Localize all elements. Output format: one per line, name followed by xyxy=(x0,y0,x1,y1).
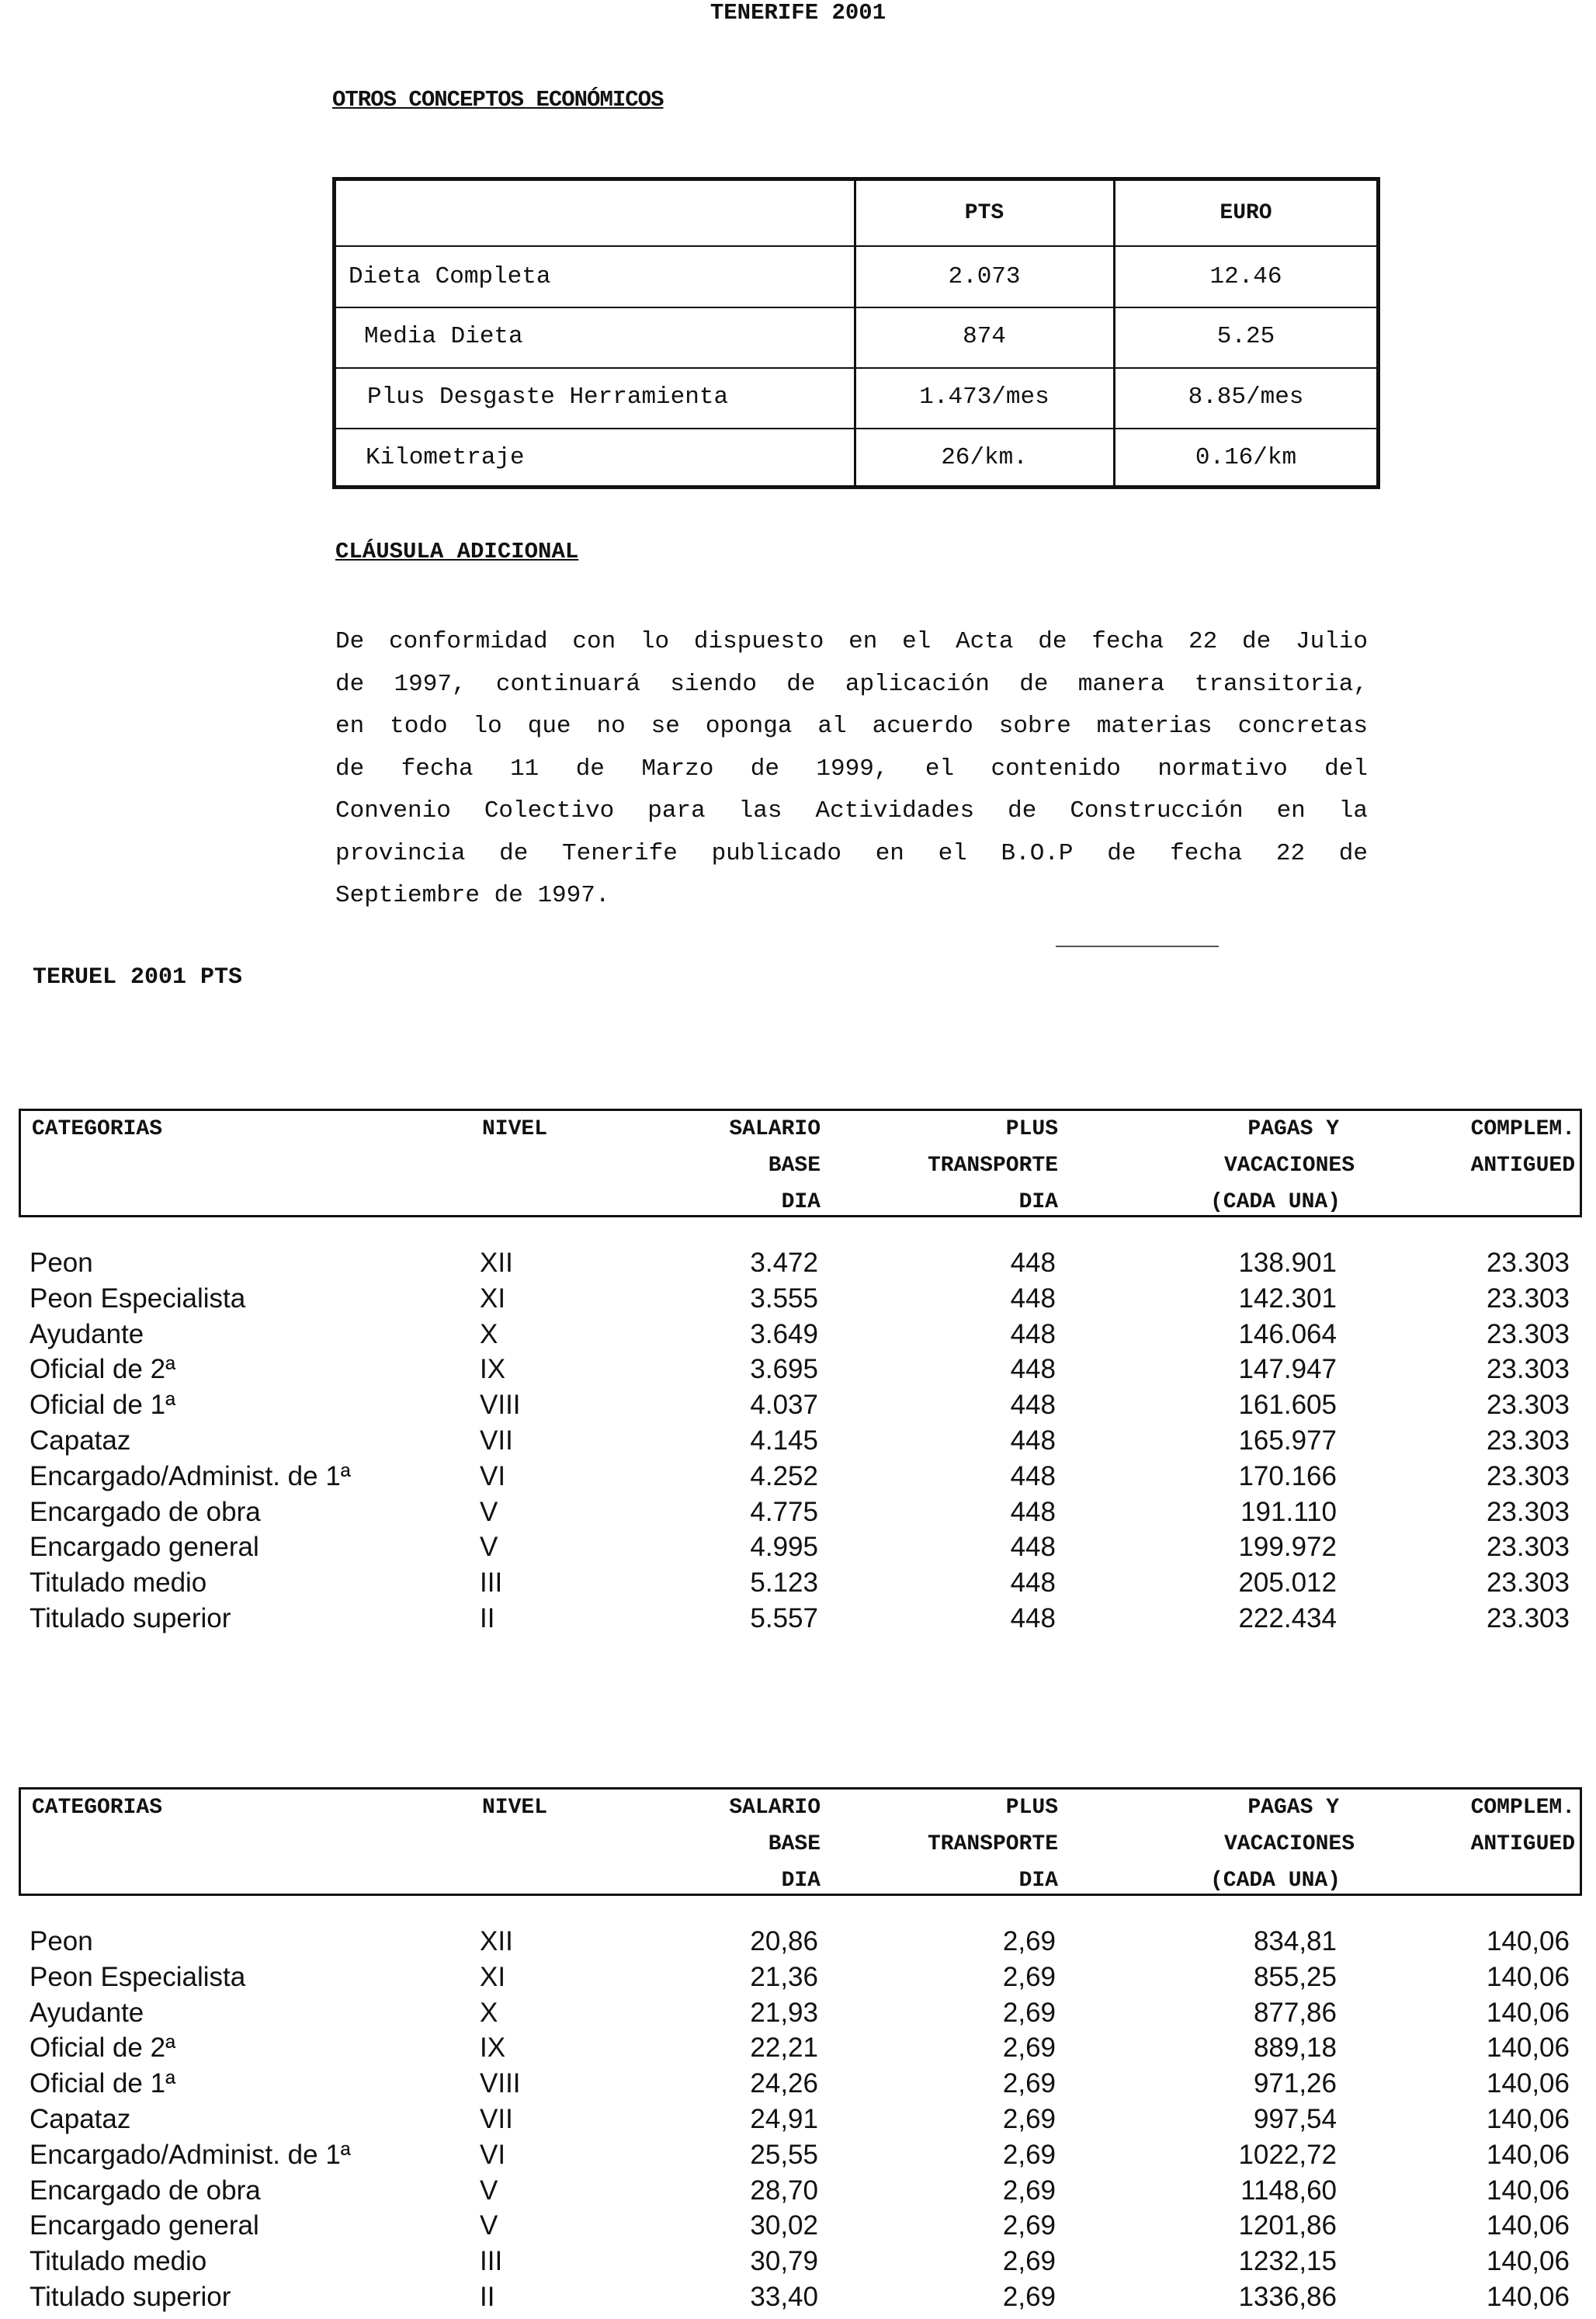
row-plus: 2,69 xyxy=(1002,1997,1056,2028)
table-row xyxy=(0,1924,1596,1960)
header-plus: PLUS xyxy=(1005,1117,1058,1141)
row-categoria: Oficial de 2ª xyxy=(29,1354,176,1385)
row-categoria: Peon Especialista xyxy=(29,1961,246,1992)
row-categoria: Oficial de 2ª xyxy=(29,2033,176,2064)
header-nivel: NIVEL xyxy=(482,1796,548,1820)
row-categoria: Titulado superior xyxy=(29,2282,231,2312)
row-pagas: 1336,86 xyxy=(1238,2282,1337,2312)
table-row xyxy=(0,2173,1596,2209)
header-complem: ANTIGUED xyxy=(1470,1832,1575,1856)
row-nivel: XI xyxy=(480,1283,506,1314)
row-categoria: Ayudante xyxy=(29,1997,144,2028)
row-categoria: Encargado de obra xyxy=(29,1496,261,1527)
row-salario: 24,91 xyxy=(750,2104,818,2134)
otros-row-concepto: Kilometraje xyxy=(366,444,525,471)
row-categoria: Ayudante xyxy=(29,1318,144,1349)
section-title: TERUEL 2001 PTS xyxy=(33,964,243,991)
separator-line xyxy=(1056,946,1219,947)
row-pagas: 1201,86 xyxy=(1238,2210,1337,2241)
header-salario: SALARIO xyxy=(729,1117,821,1141)
table-row xyxy=(0,2066,1596,2102)
row-plus: 448 xyxy=(1010,1318,1056,1349)
otros-heading: OTROS CONCEPTOS ECONÓMICOS xyxy=(332,87,664,113)
row-plus: 2,69 xyxy=(1002,1926,1056,1956)
row-categoria: Peon xyxy=(29,1926,93,1956)
row-categoria: Oficial de 1ª xyxy=(29,1390,176,1421)
table-row xyxy=(0,1495,1596,1530)
row-salario: 21,36 xyxy=(750,1961,818,1992)
row-complem: 23.303 xyxy=(1486,1318,1570,1349)
clausula-line: Septiembre de 1997. xyxy=(335,882,610,909)
row-salario: 4.252 xyxy=(750,1460,818,1491)
row-complem: 140,06 xyxy=(1486,1997,1570,2028)
table-row xyxy=(0,2279,1596,2315)
otros-row-concepto: Media Dieta xyxy=(364,323,523,350)
row-nivel: V xyxy=(480,1496,498,1527)
row-plus: 2,69 xyxy=(1002,2210,1056,2241)
row-salario: 5.557 xyxy=(750,1603,818,1633)
table-row xyxy=(0,1387,1596,1423)
table-row xyxy=(0,2030,1596,2066)
row-nivel: III xyxy=(480,2246,503,2277)
row-categoria: Peon xyxy=(29,1248,93,1278)
row-pagas: 142.301 xyxy=(1238,1283,1337,1314)
otros-table xyxy=(332,177,1380,489)
clausula-paragraph xyxy=(335,621,1368,918)
row-categoria: Capataz xyxy=(29,1425,131,1456)
row-plus: 448 xyxy=(1010,1248,1056,1278)
row-plus: 448 xyxy=(1010,1390,1056,1421)
row-pagas: 205.012 xyxy=(1238,1567,1337,1599)
header-pagas: (CADA UNA) xyxy=(1209,1869,1341,1893)
row-nivel: VIII xyxy=(480,1390,521,1421)
row-pagas: 222.434 xyxy=(1238,1603,1337,1633)
otros-row-concepto: Plus Desgaste Herramienta xyxy=(367,384,729,411)
row-plus: 448 xyxy=(1010,1354,1056,1385)
row-pagas: 877,86 xyxy=(1253,1997,1337,2028)
row-complem: 140,06 xyxy=(1486,2282,1570,2312)
row-pagas: 138.901 xyxy=(1238,1248,1337,1278)
row-categoria: Encargado/Administ. de 1ª xyxy=(29,2139,351,2170)
row-plus: 448 xyxy=(1010,1496,1056,1527)
row-plus: 2,69 xyxy=(1002,2282,1056,2312)
header-salario: SALARIO xyxy=(729,1796,821,1820)
row-pagas: 199.972 xyxy=(1238,1532,1337,1563)
header-plus: TRANSPORTE xyxy=(927,1154,1058,1178)
header-plus: DIA xyxy=(1018,1869,1058,1893)
row-complem: 140,06 xyxy=(1486,2139,1570,2170)
table-row xyxy=(0,1317,1596,1352)
header-euro: EURO xyxy=(1220,201,1272,225)
otros-row-pts: 2.073 xyxy=(948,263,1021,290)
row-complem: 140,06 xyxy=(1486,2246,1570,2277)
header-salario: BASE xyxy=(768,1832,821,1856)
salary-table-header xyxy=(19,1109,1582,1217)
row-nivel: VI xyxy=(480,1460,506,1491)
row-salario: 22,21 xyxy=(750,2033,818,2064)
row-salario: 30,79 xyxy=(750,2246,818,2277)
row-nivel: XII xyxy=(480,1248,513,1278)
row-pagas: 971,26 xyxy=(1253,2068,1337,2099)
table-row xyxy=(0,2208,1596,2244)
row-pagas: 191.110 xyxy=(1240,1496,1337,1527)
table-row xyxy=(0,2102,1596,2137)
header-plus: DIA xyxy=(1018,1190,1058,1214)
row-salario: 28,70 xyxy=(750,2175,818,2206)
row-salario: 4.775 xyxy=(750,1496,818,1527)
header-salario: DIA xyxy=(781,1869,821,1893)
row-salario: 3.555 xyxy=(750,1283,818,1314)
clausula-line: provincia de Tenerife publicado en el B.O.P de fecha 22 de xyxy=(335,839,1368,867)
row-complem: 140,06 xyxy=(1486,2033,1570,2064)
row-salario: 25,55 xyxy=(750,2139,818,2170)
header-categorias: CATEGORIAS xyxy=(32,1796,163,1820)
header-pagas: VACACIONES xyxy=(1223,1832,1355,1856)
row-nivel: V xyxy=(480,1532,498,1563)
row-categoria: Encargado general xyxy=(29,1532,259,1563)
row-plus: 448 xyxy=(1010,1567,1056,1599)
table-row xyxy=(0,2137,1596,2173)
row-nivel: II xyxy=(480,1603,495,1633)
row-nivel: VIII xyxy=(480,2068,521,2099)
row-nivel: II xyxy=(480,2282,495,2312)
row-complem: 23.303 xyxy=(1486,1283,1570,1314)
row-nivel: V xyxy=(480,2210,498,2241)
row-complem: 23.303 xyxy=(1486,1354,1570,1385)
row-plus: 2,69 xyxy=(1002,1961,1056,1992)
row-salario: 3.472 xyxy=(750,1248,818,1278)
row-pagas: 834,81 xyxy=(1253,1926,1337,1956)
row-salario: 3.695 xyxy=(750,1354,818,1385)
row-salario: 21,93 xyxy=(750,1997,818,2028)
header-nivel: NIVEL xyxy=(482,1117,548,1141)
otros-table-divider xyxy=(336,245,1376,247)
row-complem: 140,06 xyxy=(1486,2068,1570,2099)
otros-row-euro: 12.46 xyxy=(1209,263,1282,290)
row-nivel: VI xyxy=(480,2139,506,2170)
salary-table-header xyxy=(19,1787,1582,1896)
otros-row-concepto: Dieta Completa xyxy=(349,263,551,290)
row-nivel: VII xyxy=(480,1425,513,1456)
header-plus: TRANSPORTE xyxy=(927,1832,1058,1856)
row-nivel: VII xyxy=(480,2104,513,2134)
row-plus: 2,69 xyxy=(1002,2139,1056,2170)
row-pagas: 161.605 xyxy=(1238,1390,1337,1421)
otros-row-pts: 1.473/mes xyxy=(919,384,1050,411)
header-categorias: CATEGORIAS xyxy=(32,1117,163,1141)
row-categoria: Titulado medio xyxy=(29,2246,207,2277)
row-plus: 448 xyxy=(1010,1532,1056,1563)
row-categoria: Titulado superior xyxy=(29,1603,231,1633)
row-pagas: 855,25 xyxy=(1253,1961,1337,1992)
row-plus: 448 xyxy=(1010,1460,1056,1491)
header-salario: BASE xyxy=(768,1154,821,1178)
row-salario: 3.649 xyxy=(750,1318,818,1349)
row-pagas: 147.947 xyxy=(1238,1354,1337,1385)
row-pagas: 1148,60 xyxy=(1240,2175,1337,2206)
table-row xyxy=(0,1565,1596,1601)
row-pagas: 997,54 xyxy=(1253,2104,1337,2134)
table-row xyxy=(0,1245,1596,1281)
row-complem: 140,06 xyxy=(1486,2210,1570,2241)
row-categoria: Capataz xyxy=(29,2104,131,2134)
clausula-line: De conformidad con lo dispuesto en el Acta de fecha 22 de Julio xyxy=(335,628,1368,655)
row-complem: 23.303 xyxy=(1486,1460,1570,1491)
row-complem: 23.303 xyxy=(1486,1496,1570,1527)
table-row xyxy=(0,1995,1596,2031)
row-complem: 23.303 xyxy=(1486,1603,1570,1633)
row-categoria: Oficial de 1ª xyxy=(29,2068,176,2099)
clausula-heading: CLÁUSULA ADICIONAL xyxy=(335,539,579,564)
row-complem: 140,06 xyxy=(1486,1961,1570,1992)
row-salario: 4.995 xyxy=(750,1532,818,1563)
table-row xyxy=(0,1352,1596,1387)
header-pagas: PAGAS Y xyxy=(1247,1796,1339,1820)
row-nivel: X xyxy=(480,1997,498,2028)
row-nivel: IX xyxy=(480,1354,506,1385)
row-nivel: III xyxy=(480,1567,503,1599)
row-complem: 23.303 xyxy=(1486,1390,1570,1421)
header-complem: COMPLEM. xyxy=(1470,1117,1575,1141)
table-row xyxy=(0,1601,1596,1637)
row-salario: 20,86 xyxy=(750,1926,818,1956)
row-complem: 140,06 xyxy=(1486,2104,1570,2134)
row-pagas: 889,18 xyxy=(1253,2033,1337,2064)
row-categoria: Titulado medio xyxy=(29,1567,207,1599)
row-nivel: XII xyxy=(480,1926,513,1956)
header-pagas: PAGAS Y xyxy=(1247,1117,1339,1141)
otros-row-euro: 0.16/km xyxy=(1195,444,1297,471)
clausula-line: de 1997, continuará siendo de aplicación de manera transitoria, xyxy=(335,670,1368,698)
row-complem: 23.303 xyxy=(1486,1532,1570,1563)
clausula-line: de fecha 11 de Marzo de 1999, el contenido normativo del xyxy=(335,755,1368,783)
row-salario: 5.123 xyxy=(750,1567,818,1599)
header-pagas: (CADA UNA) xyxy=(1209,1190,1341,1214)
row-pagas: 1022,72 xyxy=(1238,2139,1337,2170)
row-salario: 4.037 xyxy=(750,1390,818,1421)
otros-row-euro: 5.25 xyxy=(1216,323,1275,350)
row-nivel: IX xyxy=(480,2033,506,2064)
table-row xyxy=(0,2244,1596,2279)
row-categoria: Encargado/Administ. de 1ª xyxy=(29,1460,351,1491)
table-row xyxy=(0,1529,1596,1565)
header-pts: PTS xyxy=(964,201,1004,225)
row-pagas: 146.064 xyxy=(1238,1318,1337,1349)
row-nivel: XI xyxy=(480,1961,506,1992)
otros-row-euro: 8.85/mes xyxy=(1188,384,1304,411)
row-pagas: 1232,15 xyxy=(1238,2246,1337,2277)
table-row xyxy=(0,1423,1596,1459)
row-nivel: V xyxy=(480,2175,498,2206)
row-complem: 140,06 xyxy=(1486,2175,1570,2206)
row-plus: 448 xyxy=(1010,1603,1056,1633)
page-title: TENERIFE 2001 xyxy=(710,0,886,26)
row-complem: 23.303 xyxy=(1486,1425,1570,1456)
clausula-line: en todo lo que no se oponga al acuerdo sobre materias concretas xyxy=(335,713,1368,740)
row-nivel: X xyxy=(480,1318,498,1349)
row-pagas: 165.977 xyxy=(1238,1425,1337,1456)
row-plus: 2,69 xyxy=(1002,2033,1056,2064)
row-plus: 2,69 xyxy=(1002,2246,1056,2277)
row-pagas: 170.166 xyxy=(1238,1460,1337,1491)
row-complem: 23.303 xyxy=(1486,1567,1570,1599)
table-row xyxy=(0,1459,1596,1495)
row-salario: 24,26 xyxy=(750,2068,818,2099)
row-plus: 2,69 xyxy=(1002,2175,1056,2206)
header-complem: COMPLEM. xyxy=(1470,1796,1575,1820)
header-salario: DIA xyxy=(781,1190,821,1214)
header-pagas: VACACIONES xyxy=(1223,1154,1355,1178)
header-complem: ANTIGUED xyxy=(1470,1154,1575,1178)
row-categoria: Encargado general xyxy=(29,2210,259,2241)
row-plus: 448 xyxy=(1010,1425,1056,1456)
row-salario: 30,02 xyxy=(750,2210,818,2241)
table-row xyxy=(0,1281,1596,1317)
otros-row-pts: 26/km. xyxy=(941,444,1028,471)
header-plus: PLUS xyxy=(1005,1796,1058,1820)
table-row xyxy=(0,1960,1596,1995)
row-categoria: Peon Especialista xyxy=(29,1283,246,1314)
row-salario: 33,40 xyxy=(750,2282,818,2312)
row-categoria: Encargado de obra xyxy=(29,2175,261,2206)
clausula-line: Convenio Colectivo para las Actividades de Construcción en la xyxy=(335,797,1368,824)
row-plus: 448 xyxy=(1010,1283,1056,1314)
row-complem: 23.303 xyxy=(1486,1248,1570,1278)
otros-row-pts: 874 xyxy=(963,323,1006,350)
row-salario: 4.145 xyxy=(750,1425,818,1456)
row-plus: 2,69 xyxy=(1002,2068,1056,2099)
row-complem: 140,06 xyxy=(1486,1926,1570,1956)
row-plus: 2,69 xyxy=(1002,2104,1056,2134)
